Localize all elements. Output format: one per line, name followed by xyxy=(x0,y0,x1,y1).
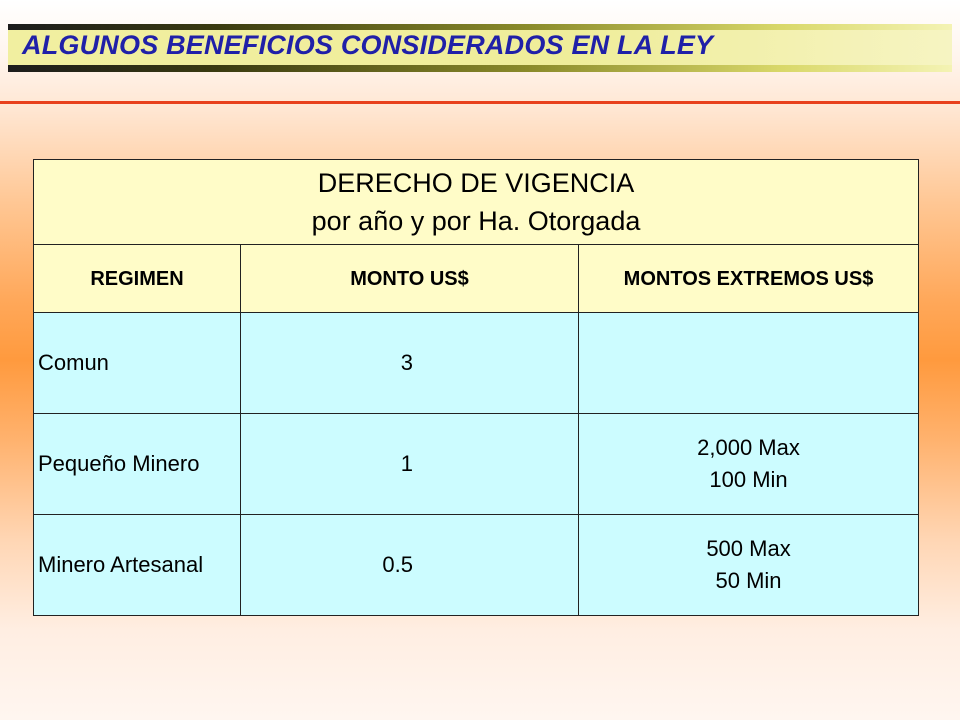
column-header-monto: MONTO US$ xyxy=(241,245,579,313)
extremo-min: 100 Min xyxy=(709,467,788,492)
table-heading-line1: DERECHO DE VIGENCIA xyxy=(317,168,635,198)
table-heading-row xyxy=(34,160,919,245)
table-heading-line2: por año y por Ha. Otorgada xyxy=(311,206,641,236)
monto-cell: 0.5 xyxy=(241,515,579,616)
table-row xyxy=(34,515,919,616)
derecho-de-vigencia-table xyxy=(33,159,919,616)
montos-extremos-cell xyxy=(579,313,919,414)
slide-title: ALGUNOS BENEFICIOS CONSIDERADOS EN LA LEY xyxy=(22,30,714,60)
extremo-max: 2,000 Max xyxy=(697,435,800,460)
column-header-regimen: REGIMEN xyxy=(34,245,241,313)
montos-extremos-cell xyxy=(579,515,919,616)
title-underline xyxy=(0,101,960,104)
regimen-cell: Comun xyxy=(34,313,241,414)
table-row xyxy=(34,414,919,515)
column-header-row xyxy=(34,245,919,313)
table-heading xyxy=(34,160,919,245)
title-bar xyxy=(8,24,952,72)
regimen-cell: Pequeño Minero xyxy=(34,414,241,515)
table-row xyxy=(34,313,919,414)
extremo-min: 50 Min xyxy=(715,568,782,593)
column-header-montos-extremos: MONTOS EXTREMOS US$ xyxy=(579,245,919,313)
regimen-cell: Minero Artesanal xyxy=(34,515,241,616)
monto-cell: 1 xyxy=(241,414,579,515)
extremo-max: 500 Max xyxy=(706,536,791,561)
monto-cell: 3 xyxy=(241,313,579,414)
montos-extremos-cell xyxy=(579,414,919,515)
